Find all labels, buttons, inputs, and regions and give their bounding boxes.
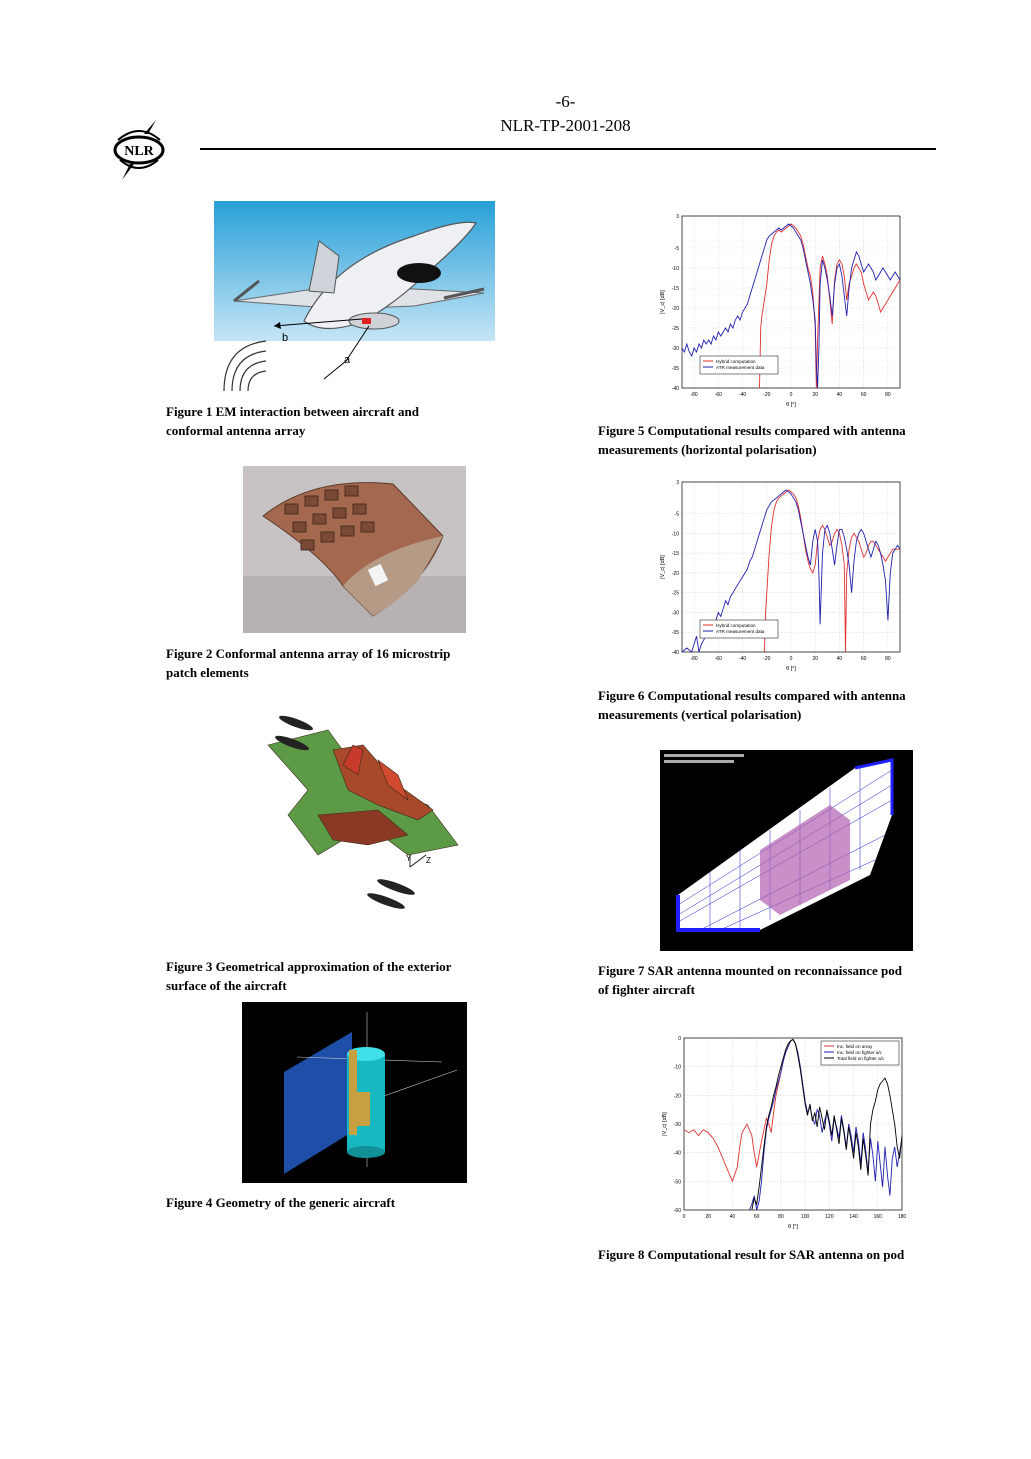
fig6-y-tick-label: -25 — [671, 590, 679, 597]
fig6-y-tick-label: -5 — [674, 511, 679, 518]
figure-6-caption — [598, 687, 958, 724]
fig5-x-axis-label: θ [°] — [786, 402, 796, 408]
header-rule — [200, 148, 936, 150]
fig5-y-tick-label: 3 — [676, 214, 679, 220]
figure-3-image — [258, 705, 463, 910]
figure-6-chart — [658, 476, 908, 674]
figure-3-caption-line2: surface of the aircraft — [166, 977, 287, 993]
figure-1-caption-line1: Figure 1 EM interaction between aircraft and — [166, 404, 419, 419]
figure-5-caption-line2: measurements (horizontal polarisation) — [598, 441, 817, 457]
svg-text:Y: Y — [406, 854, 412, 863]
figure-2-caption — [166, 645, 506, 682]
fig8-y-tick-label: 0 — [678, 1036, 681, 1042]
fig8-legend-label: Inc. field on fighter a/c — [837, 1049, 882, 1055]
fig5-y-tick-label: -10 — [671, 266, 679, 272]
figure-6-caption-line2: measurements (vertical polarisation) — [598, 706, 802, 722]
fig6-x-tick-label: -80 — [690, 656, 698, 662]
fig6-y-tick-label: -15 — [671, 551, 679, 558]
fig8-x-tick-label: 120 — [825, 1214, 834, 1220]
fig8-legend-label: Inc. field on array — [837, 1043, 873, 1049]
fig8-y-tick-label: -40 — [673, 1150, 681, 1157]
fig8-series-1-line — [684, 1039, 805, 1181]
fig5-x-tick-label: -80 — [690, 392, 698, 398]
figure-5-caption — [598, 422, 958, 459]
figure-8-chart-wrap — [660, 1032, 910, 1232]
fig6-legend-label: ATR measurement data — [716, 628, 765, 634]
fig6-x-axis-label: θ [°] — [786, 666, 796, 672]
fig8-x-tick-label: 40 — [729, 1214, 736, 1220]
fig5-series-1-line — [760, 224, 901, 388]
document-id: NLR-TP-2001-208 — [500, 116, 631, 135]
figure-2-caption-line2: patch elements — [166, 664, 249, 680]
fig5-x-tick-label: -40 — [738, 392, 747, 398]
figure-3-caption-line1: Figure 3 Geometrical approximation of the exterior — [166, 959, 452, 974]
figure-8-chart — [660, 1032, 910, 1232]
fig5-x-tick-label: 60 — [860, 392, 867, 398]
logo-text: NLR — [124, 144, 154, 159]
fig8-x-tick-label: 20 — [705, 1214, 712, 1220]
fig6-y-tick-label: -40 — [671, 650, 679, 656]
fig8-x-tick-label: 100 — [800, 1214, 810, 1220]
fig6-x-tick-label: -40 — [738, 656, 747, 662]
fig8-x-tick-label: 60 — [753, 1214, 760, 1220]
fig5-x-tick-label: -20 — [763, 392, 771, 398]
figure-8-caption — [598, 1246, 958, 1265]
figure-6-caption-line1: Figure 6 Computational results compared with antenna — [598, 688, 906, 703]
fig5-y-tick-label: -30 — [671, 346, 679, 352]
figure-2-image — [243, 466, 466, 633]
fig5-x-tick-label: 40 — [836, 392, 843, 398]
fig6-x-tick-label: -60 — [714, 656, 722, 662]
fig5-y-tick-label: -40 — [671, 386, 679, 392]
figure-1-image — [214, 201, 495, 391]
figure-4-caption — [166, 1194, 506, 1213]
figure-7-caption-line2: of fighter aircraft — [598, 981, 695, 997]
fig6-y-tick-label: -20 — [671, 570, 679, 577]
figure-7-caption — [598, 962, 958, 999]
fig6-series-1-line — [764, 490, 900, 652]
fig8-x-tick-label: 140 — [849, 1214, 858, 1220]
fig6-x-tick-label: 20 — [812, 656, 819, 662]
figure-4-image — [242, 1002, 467, 1183]
fig6-x-tick-label: 80 — [885, 656, 891, 662]
fig5-x-tick-label: -60 — [714, 392, 722, 398]
figure-8-caption-line1: Figure 8 Computational result for SAR antenna on pod — [598, 1247, 905, 1262]
fig6-legend-label: Hybrid computation — [716, 622, 756, 628]
fig6-y-tick-label: 3 — [676, 480, 679, 486]
fig8-y-tick-label: -20 — [673, 1093, 681, 1100]
fig6-x-tick-label: 40 — [836, 656, 843, 662]
fig5-x-tick-label: 20 — [812, 392, 819, 398]
fig8-x-tick-label: 0 — [682, 1214, 686, 1220]
fig8-y-tick-label: -60 — [673, 1208, 681, 1214]
fig5-x-tick-label: 0 — [789, 392, 793, 398]
fig1-label-b: b — [282, 332, 289, 344]
page-number: -6- — [555, 92, 576, 111]
fig8-legend-label: Total field on fighter a/c — [837, 1055, 885, 1061]
figure-5-chart-wrap — [658, 210, 908, 410]
fig5-y-tick-label: -15 — [671, 286, 679, 292]
figure-6-chart-wrap — [658, 476, 908, 674]
fig5-legend-label: ATR measurement data — [716, 364, 765, 370]
svg-text:Z: Z — [426, 856, 431, 865]
figure-1-caption-line2: conformal antenna array — [166, 422, 306, 438]
fig6-y-axis-label: |V_c| [dB] — [660, 555, 666, 579]
fig8-x-tick-label: 80 — [778, 1214, 784, 1220]
fig5-y-tick-label: -20 — [671, 306, 679, 312]
fig5-y-axis-label: |V_c| [dB] — [660, 290, 666, 314]
fig8-y-tick-label: -50 — [673, 1179, 681, 1186]
fig6-x-tick-label: 0 — [789, 656, 793, 662]
fig6-x-tick-label: 60 — [860, 656, 867, 662]
fig6-x-tick-label: -20 — [763, 656, 771, 662]
figure-4-caption-line1: Figure 4 Geometry of the generic aircraft — [166, 1195, 396, 1210]
fig8-y-tick-label: -30 — [673, 1122, 681, 1128]
fig5-legend-label: Hybrid computation — [716, 358, 756, 364]
fig8-y-axis-label: |V_c| [dB] — [662, 1112, 668, 1136]
fig8-x-tick-label: 180 — [897, 1214, 907, 1220]
figure-5-caption-line1: Figure 5 Computational results compared with antenna — [598, 423, 906, 438]
fig8-y-tick-label: -10 — [673, 1064, 681, 1071]
figure-3-caption — [166, 958, 506, 995]
figure-7-image — [660, 750, 913, 951]
fig5-y-tick-label: -25 — [671, 326, 679, 332]
fig1-label-a: a — [344, 354, 351, 366]
fig6-y-tick-label: -30 — [671, 610, 679, 617]
figure-2-caption-line1: Figure 2 Conformal antenna array of 16 microstrip — [166, 646, 451, 661]
figure-5-chart — [658, 210, 908, 410]
figure-1-caption — [166, 403, 506, 440]
fig5-y-tick-label: -35 — [671, 366, 679, 372]
fig8-x-axis-label: θ [°] — [788, 1224, 798, 1230]
fig6-y-tick-label: -10 — [671, 531, 679, 538]
fig5-x-tick-label: 80 — [885, 392, 891, 398]
figure-7-caption-line1: Figure 7 SAR antenna mounted on reconnaissance pod — [598, 963, 902, 978]
fig8-x-tick-label: 160 — [873, 1214, 882, 1220]
fig5-y-tick-label: -5 — [674, 246, 679, 252]
fig6-y-tick-label: -35 — [671, 630, 679, 637]
